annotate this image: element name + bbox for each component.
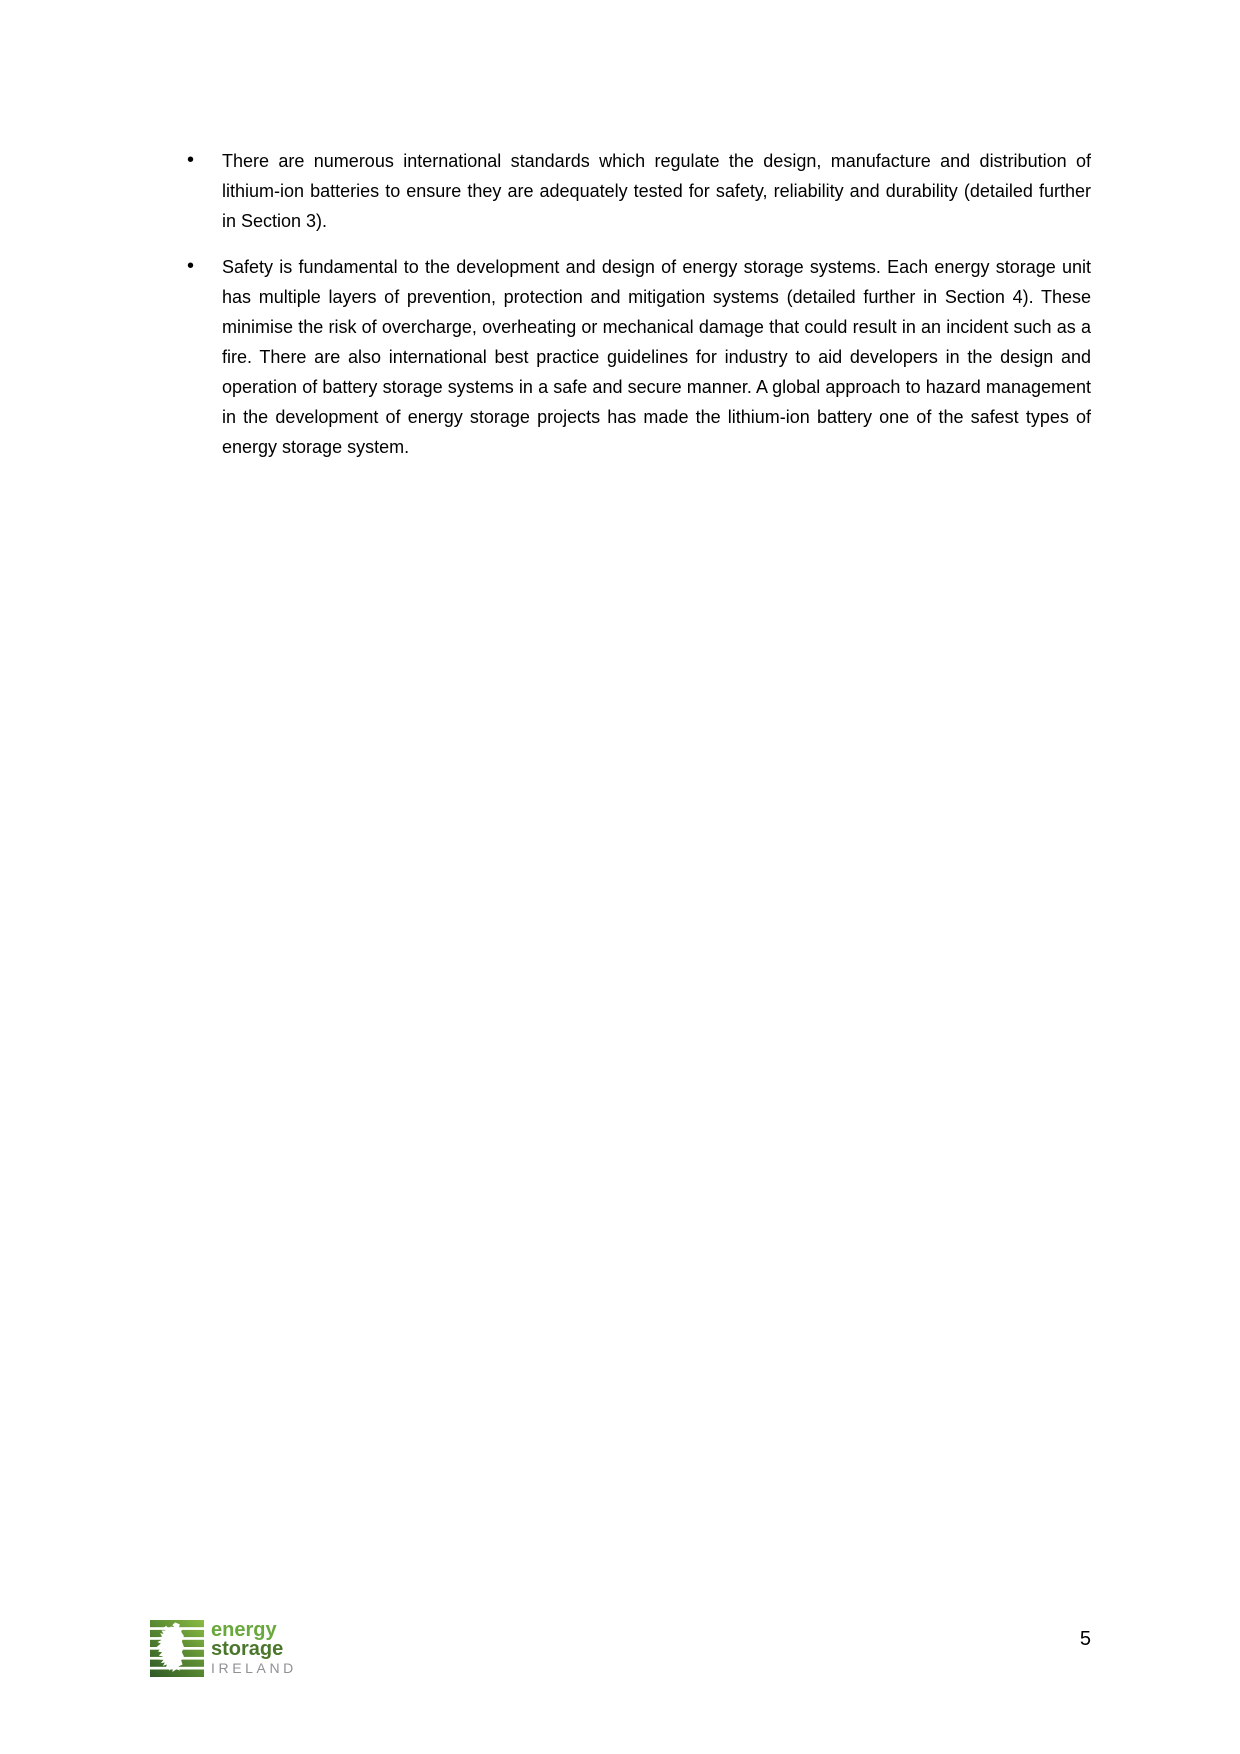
page-number: 5 [1079, 1628, 1091, 1650]
bullet-text-safety: Safety is fundamental to the development and design of energy storage systems. Each energy storage unit has multiple layers of prevention, protection and mitigation systems (detailed further in Section 4). These minimise the risk of overcharge, overheating or mechanical damage that could result in an incident such as a fire. There are also international best practice guidelines for industry to aid developers in the design and operation of battery storage systems in a safe and secure manner. A global approach to hazard management in the development of energy storage projects has made the lithium-ion battery one of the safest types of energy storage system. [222, 257, 1091, 457]
esi-logo-text [211, 1620, 297, 1677]
bullet-icon: • [187, 149, 195, 171]
bullet-list [187, 146, 1091, 478]
logo-word-energy: energy [211, 1619, 277, 1641]
logo-word-storage: storage [211, 1638, 284, 1660]
ireland-map-icon [150, 1620, 204, 1677]
bullet-text-standards: There are numerous international standards which regulate the design, manufacture and distribution of lithium-ion batteries to ensure they are adequately tested for safety, reliability and durability (detailed further in Section 3). [222, 151, 1091, 231]
bullet-item-standards [187, 146, 1091, 236]
logo-word-ireland: IRELAND [211, 1660, 297, 1676]
bullet-item-safety [187, 252, 1091, 462]
bullet-icon: • [187, 255, 195, 277]
esi-logo [150, 1620, 297, 1677]
